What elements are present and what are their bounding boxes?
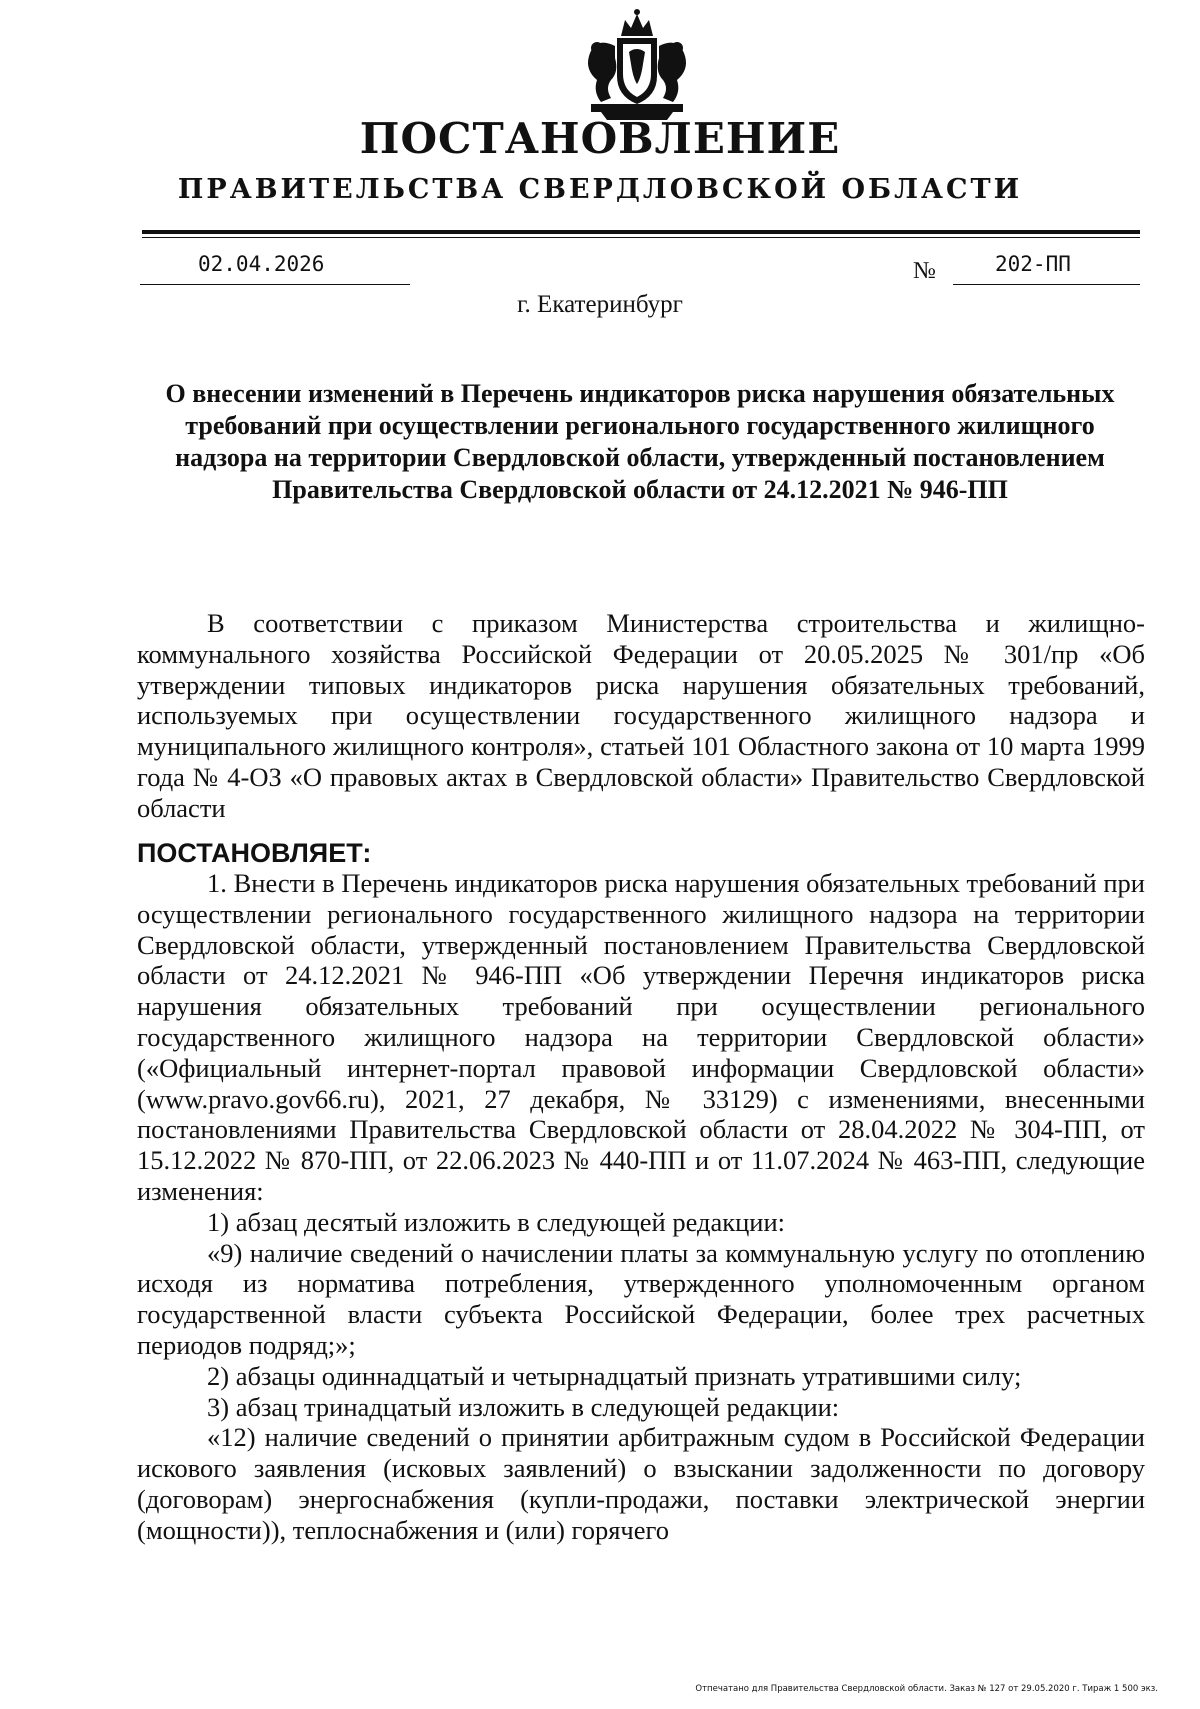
header-divider-thin <box>142 237 1140 238</box>
document-title: О внесении изменений в Перечень индикаторов риска нарушения обязательных требований при осуществлении регионального государственного жилищного надзора на территории Свердловской области, утвержденный постановлением Правительства Свердловской области от 24.12.2021 № 946-ПП <box>165 379 1115 504</box>
document-city: г. Екатеринбург <box>517 291 683 318</box>
header-divider-thick <box>142 230 1140 234</box>
decree-word: ПОСТАНОВЛЯЕТ: <box>137 838 372 868</box>
document-type: ПОСТАНОВЛЕНИЕ <box>359 114 841 163</box>
print-footer: Отпечатано для Правительства Свердловской области. Заказ № 127 от 29.05.2020 г. Тираж 1 500 экз. <box>695 1684 1158 1694</box>
decree-body <box>137 868 1145 1546</box>
preamble <box>137 608 1145 824</box>
date-field <box>140 250 410 285</box>
body-paragraph: «9) наличие сведений о начислении платы за коммунальную услугу по отоплению исходя из норматива потребления, утвержденного уполномоченным органом государственной власти субъекта Российской Федерации, более трех расчетных периодов подряд;»; <box>137 1237 1145 1360</box>
body-paragraph: 2) абзацы одиннадцатый и четырнадцатый признать утратившими силу; <box>207 1360 1022 1391</box>
preamble-paragraph: В соответствии с приказом Министерства строительства и жилищно-коммунального хозяйства Российской Федерации от 20.05.2025 № 301/пр «Об утверждении типовых индикаторов риска нарушения обязательных требований, используемых при осуществлении государственного жилищного надзора и муниципального жилищного контроля», статьей 101 Областного закона от 10 марта 1999 года № 4-ОЗ «О правовых актах в Свердловской области» Правительство Свердловской области <box>137 608 1145 823</box>
document-issuer: ПРАВИТЕЛЬСТВА СВЕРДЛОВСКОЙ ОБЛАСТИ <box>177 174 1023 205</box>
number-field <box>953 250 1140 285</box>
document-number: 202-ПП <box>995 252 1071 276</box>
number-sign: № <box>913 258 936 284</box>
body-paragraph: 3) абзац тринадцатый изложить в следующей редакции: <box>207 1391 840 1422</box>
document-date: 02.04.2026 <box>198 252 325 276</box>
body-paragraph: «12) наличие сведений о принятии арбитражным судом в Российской Федерации искового заявления (исковых заявлений) о взыскании задолженности по договору (договорам) энергоснабжения (купли-продажи, поставки электрической энергии (мощности)), теплоснабжения и (или) горячего <box>137 1422 1145 1545</box>
body-paragraph: 1) абзац десятый изложить в следующей редакции: <box>207 1206 786 1237</box>
body-paragraph: 1. Внести в Перечень индикаторов риска нарушения обязательных требований при осуществлении регионального государственного жилищного надзора на территории Свердловской области, утвержденный постановлением Правительства Свердловской области от 24.12.2021 № 946-ПП «Об утверждении Перечня индикаторов риска нарушения обязательных требований при осуществлении регионального государственного жилищного надзора на территории Свердловской области» («Официальный интернет-портал правовой информации Свердловской области» (www.pravo.gov66.ru), 2021, 27 декабря, № 33129) с изменениями, внесенными постановлениями Правительства Свердловской области от 28.04.2022 № 304-ПП, от 15.12.2022 № 870-ПП, от 22.06.2023 № 440-ПП и от 11.07.2024 № 463-ПП, следующие изменения: <box>137 868 1145 1206</box>
coat-of-arms-icon <box>571 6 703 124</box>
